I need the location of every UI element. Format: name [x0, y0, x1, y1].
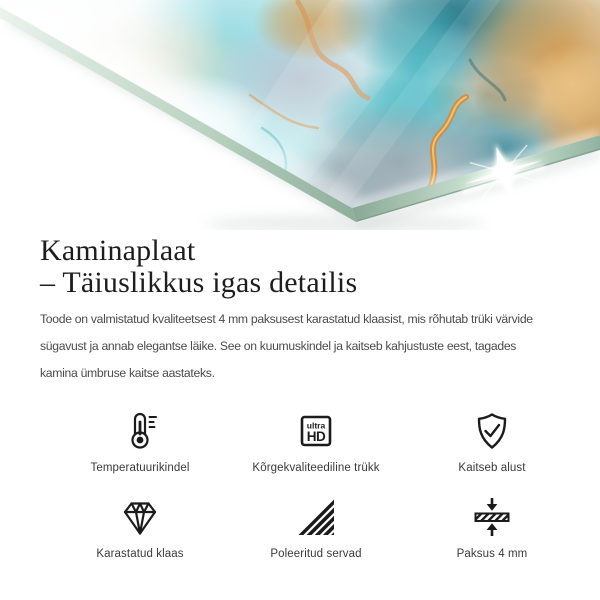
feature-label: Paksus 4 mm — [456, 548, 528, 560]
product-image — [0, 0, 600, 230]
diamond-icon — [118, 495, 162, 539]
features-grid — [52, 408, 580, 560]
feature-thickness — [404, 494, 580, 560]
page-title — [40, 235, 592, 299]
feature-protects-base — [404, 408, 580, 474]
feature-temperature-resistant — [52, 408, 228, 474]
thermometer-icon — [118, 409, 162, 453]
shield-check-icon — [470, 409, 514, 453]
product-description — [40, 306, 592, 387]
thickness-4mm-icon — [470, 495, 514, 539]
description-line: Toode on valmistatud kvaliteetsest 4 mm paksusest karastatud klaasist, mis rõhutab trüki värvide — [40, 312, 533, 326]
feature-label: Kõrgekvaliteediline trükk — [252, 462, 380, 474]
feature-label: Kaitseb alust — [458, 462, 526, 474]
description-line: sügavust ja annab elegantse läike. See on kuumuskindel ja kaitseb kahjustuste eest, tagades — [40, 339, 517, 353]
polished-edges-icon — [294, 495, 338, 539]
title-line-2: – Täiuslikkus igas detailis — [40, 266, 358, 299]
feature-label: Poleeritud servad — [270, 548, 362, 560]
feature-polished-edges — [228, 494, 404, 560]
glass-panel-art — [0, 0, 600, 230]
svg-text:HD: HD — [306, 429, 326, 444]
description-line: kamina ümbruse kaitse aastateks. — [40, 366, 215, 380]
product-info-section — [0, 230, 600, 560]
title-line-1: Kaminaplaat — [40, 234, 196, 267]
ultra-hd-icon — [294, 409, 338, 453]
feature-tempered-glass — [52, 494, 228, 560]
feature-label: Temperatuurikindel — [90, 462, 190, 474]
svg-text:ultra: ultra — [306, 420, 326, 431]
feature-print-quality — [228, 408, 404, 474]
feature-label: Karastatud klaas — [96, 548, 184, 560]
